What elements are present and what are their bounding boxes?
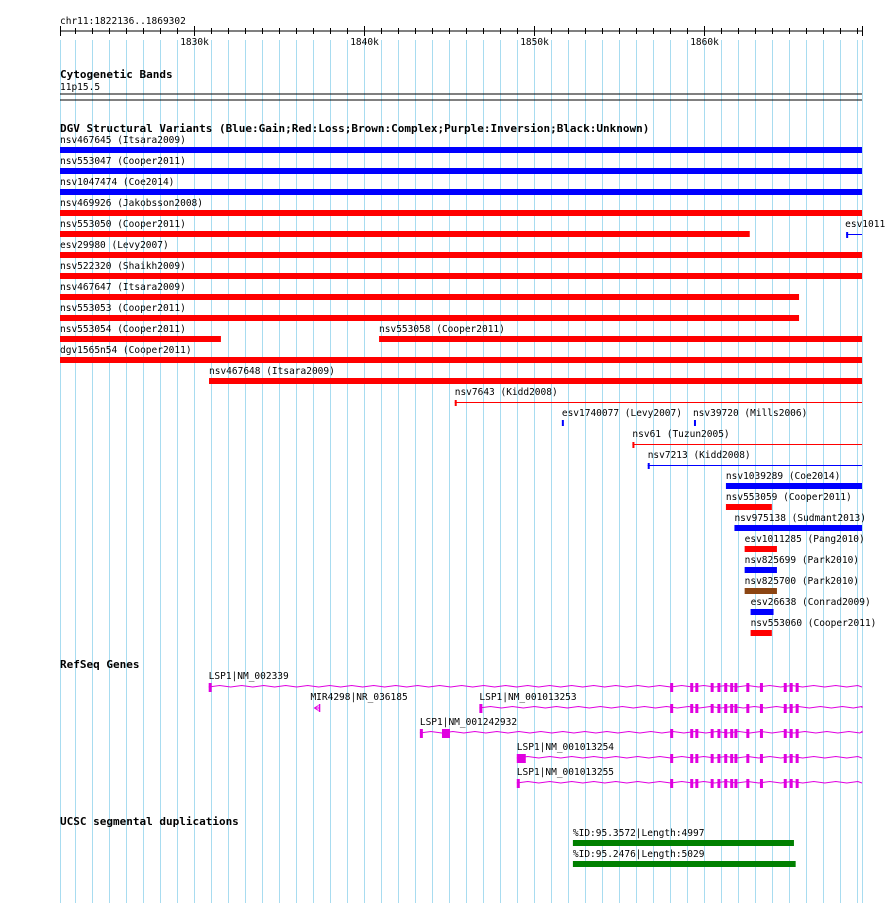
dgv-variant[interactable] [648, 450, 862, 469]
gene-exon [760, 754, 763, 763]
dgv-variant-label: nsv39720 (Mills2006) [692, 408, 808, 419]
gene-exon [717, 704, 720, 713]
refseq-gene-label: LSP1|NM_001242932 [419, 717, 518, 728]
dgv-variant[interactable] [745, 534, 865, 552]
dgv-variant-label: nsv61 (Tuzun2005) [632, 429, 730, 440]
dgv-variant-label: nsv553054 (Cooper2011) [60, 324, 186, 335]
gene-exon [760, 683, 763, 692]
gene-exon [760, 779, 763, 788]
dgv-variant[interactable] [693, 408, 807, 426]
refseq-track [60, 658, 862, 788]
dgv-features [60, 135, 885, 636]
gene-exon [730, 779, 733, 788]
dgv-variant-label: nsv1047474 (Coe2014) [60, 177, 175, 188]
gene-exon [790, 779, 793, 788]
gene-exon [734, 683, 737, 692]
segdup-track [60, 815, 796, 867]
dgv-variant-label: esv26638 (Conrad2009) [750, 597, 871, 608]
dgv-variant-bar[interactable] [60, 147, 862, 153]
dgv-variant-bar[interactable] [734, 525, 862, 531]
gene-exon [695, 754, 698, 763]
dgv-variant[interactable] [60, 240, 862, 258]
gene-exon [796, 704, 799, 713]
dgv-variant-label: nsv825700 (Park2010) [744, 576, 860, 587]
dgv-variant[interactable] [60, 261, 862, 279]
gene-exon [442, 729, 450, 738]
gene-exon [690, 779, 693, 788]
dgv-variant-label: nsv1039289 (Coe2014) [725, 471, 841, 482]
dgv-variant-label: esv1011285 (Pang2010) [744, 534, 865, 545]
gene-exon [784, 779, 787, 788]
dgv-variant-label: nsv467647 (Itsara2009) [60, 282, 186, 293]
dgv-variant-label: nsv825699 (Park2010) [744, 555, 860, 566]
dgv-variant-label: dgv1565n54 (Cooper2011) [60, 345, 192, 356]
gene-exon [784, 729, 787, 738]
refseq-track-title: RefSeq Genes [60, 658, 140, 671]
gene-exon [760, 704, 763, 713]
gene-exon [695, 729, 698, 738]
dgv-variant-label: esv1011 [845, 219, 886, 230]
dgv-variant[interactable] [562, 408, 682, 426]
dgv-variant-bar[interactable] [60, 168, 862, 174]
gene-exon [479, 704, 482, 713]
gene-exon [695, 683, 698, 692]
gene-exon [724, 729, 727, 738]
segdup-label: %ID:95.2476|Length:5029 [572, 849, 705, 860]
dgv-variant-bar[interactable] [60, 189, 862, 195]
segdup-label: %ID:95.3572|Length:4997 [572, 828, 705, 839]
gene-exon [690, 754, 693, 763]
dgv-variant[interactable] [734, 513, 866, 531]
gene-exon [711, 704, 714, 713]
gene-exon [730, 683, 733, 692]
refseq-gene-label: LSP1|NM_002339 [208, 671, 289, 682]
segdup-track-title: UCSC segmental duplications [60, 815, 239, 828]
dgv-variant[interactable] [60, 198, 862, 216]
dgv-variant-label: nsv553050 (Cooper2011) [60, 219, 186, 230]
dgv-variant-bar[interactable] [694, 420, 696, 426]
dgv-variant-label: nsv553059 (Cooper2011) [725, 492, 852, 503]
gene-exon [717, 729, 720, 738]
gene-exon [670, 704, 673, 713]
segdup-item[interactable] [573, 849, 796, 867]
dgv-variant[interactable] [209, 366, 862, 384]
dgv-variant-start-mark [632, 442, 634, 448]
segdup-bar[interactable] [573, 840, 794, 846]
gene-exon [724, 779, 727, 788]
refseq-gene[interactable] [209, 671, 862, 692]
dgv-variant-label: nsv553047 (Cooper2011) [60, 156, 186, 167]
gene-exon [695, 779, 698, 788]
gene-intron-line [209, 686, 862, 688]
dgv-variant[interactable] [60, 324, 221, 342]
gene-exon [790, 683, 793, 692]
refseq-gene-label: LSP1|NM_001013254 [516, 742, 615, 753]
dgv-variant[interactable] [745, 576, 859, 594]
dgv-variant[interactable] [745, 555, 859, 573]
dgv-variant-label: nsv469926 (Jakobsson2008) [60, 198, 203, 209]
dgv-variant[interactable] [751, 597, 871, 615]
gene-exon [670, 779, 673, 788]
dgv-variant-bar[interactable] [562, 420, 564, 426]
dgv-variant-bar[interactable] [726, 483, 862, 489]
gene-exon [746, 754, 749, 763]
dgv-variant-label: nsv7643 (Kidd2008) [454, 387, 558, 398]
dgv-variant-bar[interactable] [209, 378, 862, 384]
dgv-variant[interactable] [60, 156, 862, 174]
gene-exon [790, 754, 793, 763]
ruler-tick-label: 1850k [520, 37, 549, 48]
gene-exon [734, 704, 737, 713]
dgv-variant[interactable] [845, 219, 885, 238]
gene-exon [746, 704, 749, 713]
gene-exon [695, 704, 698, 713]
gene-exon [690, 704, 693, 713]
dgv-variant-bar[interactable] [60, 252, 862, 258]
dgv-track-title: DGV Structural Variants (Blue:Gain;Red:Loss;Brown:Complex;Purple:Inversion;Black:Unknown) [60, 122, 650, 135]
gene-exon [746, 779, 749, 788]
gene-exon [711, 779, 714, 788]
ruler [60, 16, 863, 48]
refseq-gene[interactable] [420, 717, 862, 738]
dgv-variant-start-mark [455, 400, 457, 406]
gene-exon [790, 729, 793, 738]
dgv-variant[interactable] [632, 429, 862, 448]
gene-exon [796, 683, 799, 692]
dgv-variant[interactable] [60, 177, 862, 195]
dgv-variant[interactable] [60, 303, 799, 321]
dgv-variant-bar[interactable] [751, 630, 772, 636]
gene-exon [796, 754, 799, 763]
gene-exon [734, 754, 737, 763]
cytoband-track-title: Cytogenetic Bands [60, 68, 173, 81]
refseq-gene-label: LSP1|NM_001013255 [516, 767, 615, 778]
gene-exon [711, 683, 714, 692]
segdup-features [573, 828, 796, 867]
dgv-variant[interactable] [60, 135, 862, 153]
gene-exon [746, 729, 749, 738]
dgv-variant-label: nsv467648 (Itsara2009) [209, 366, 335, 377]
dgv-variant-label: nsv553053 (Cooper2011) [60, 303, 186, 314]
dgv-variant-label: esv29980 (Levy2007) [60, 240, 169, 251]
gene-exon [734, 779, 737, 788]
gene-exon [717, 683, 720, 692]
dgv-variant-bar[interactable] [60, 315, 799, 321]
dgv-variant-bar[interactable] [751, 609, 774, 615]
segdup-item[interactable] [573, 828, 794, 846]
dgv-variant-label: nsv522320 (Shaikh2009) [60, 261, 186, 272]
gene-exon [730, 729, 733, 738]
gene-exon [717, 779, 720, 788]
dgv-variant-bar[interactable] [60, 336, 221, 342]
gene-exon [209, 683, 212, 692]
ruler-tick-label: 1840k [350, 37, 379, 48]
gene-exon [711, 729, 714, 738]
gene-exon [746, 683, 749, 692]
dgv-variant-label: nsv7213 (Kidd2008) [647, 450, 751, 461]
refseq-features [209, 671, 862, 788]
dgv-track [60, 122, 885, 636]
gene-exon [717, 754, 720, 763]
dgv-variant[interactable] [60, 282, 799, 300]
gene-exon [734, 729, 737, 738]
gene-exon [670, 729, 673, 738]
gene-exon [711, 754, 714, 763]
gene-exon [724, 704, 727, 713]
dgv-variant-bar[interactable] [745, 588, 777, 594]
gene-exon [690, 729, 693, 738]
dgv-variant[interactable] [726, 492, 852, 510]
gene-exon [730, 754, 733, 763]
dgv-variant-bar[interactable] [60, 231, 750, 237]
dgv-variant-label: nsv975138 (Sudmant2013) [734, 513, 867, 524]
dgv-variant-bar[interactable] [60, 294, 799, 300]
ruler-tick-label: 1830k [180, 37, 209, 48]
refseq-gene-label: MIR4298|NR_036185 [310, 692, 408, 703]
dgv-variant-label: esv1740077 (Levy2007) [561, 408, 682, 419]
dgv-variant-label: nsv553060 (Cooper2011) [750, 618, 877, 629]
gene-exon [724, 683, 727, 692]
segdup-bar[interactable] [573, 861, 796, 867]
gene-exon [784, 754, 787, 763]
dgv-variant-bar[interactable] [60, 273, 862, 279]
gene-exon [670, 754, 673, 763]
gene-exon [784, 683, 787, 692]
dgv-variant[interactable] [455, 387, 862, 406]
dgv-variant-start-mark [846, 232, 848, 238]
dgv-variant-bar[interactable] [745, 546, 777, 552]
gene-exon [796, 779, 799, 788]
refseq-gene[interactable] [310, 692, 407, 712]
dgv-variant-bar[interactable] [745, 567, 777, 573]
gene-exon [517, 779, 520, 788]
dgv-variant-label: nsv553058 (Cooper2011) [379, 324, 505, 335]
gene-exon [784, 704, 787, 713]
dgv-variant-start-mark [648, 463, 650, 469]
cytoband-label: 11p15.5 [60, 82, 101, 93]
gene-exon [670, 683, 673, 692]
cytoband-track [60, 68, 862, 100]
gene-exon [420, 729, 423, 738]
gene-exon [730, 704, 733, 713]
dgv-variant[interactable] [60, 345, 862, 363]
gene-exon [517, 754, 526, 763]
dgv-variant[interactable] [60, 219, 750, 237]
region-label: chr11:1822136..1869302 [60, 16, 186, 27]
gene-exon [760, 729, 763, 738]
dgv-variant-bar[interactable] [60, 357, 862, 363]
dgv-variant-bar[interactable] [379, 336, 862, 342]
dgv-variant[interactable] [726, 471, 862, 489]
ruler-ticks [61, 26, 863, 48]
gene-exon [796, 729, 799, 738]
dgv-variant-bar[interactable] [60, 210, 862, 216]
gene-exon [690, 683, 693, 692]
gene-exon [790, 704, 793, 713]
gene-exon [724, 754, 727, 763]
refseq-gene-label: LSP1|NM_001013253 [479, 692, 577, 703]
dgv-variant-bar[interactable] [726, 504, 772, 510]
ruler-tick-label: 1860k [690, 37, 719, 48]
dgv-variant-label: nsv467645 (Itsara2009) [60, 135, 186, 146]
